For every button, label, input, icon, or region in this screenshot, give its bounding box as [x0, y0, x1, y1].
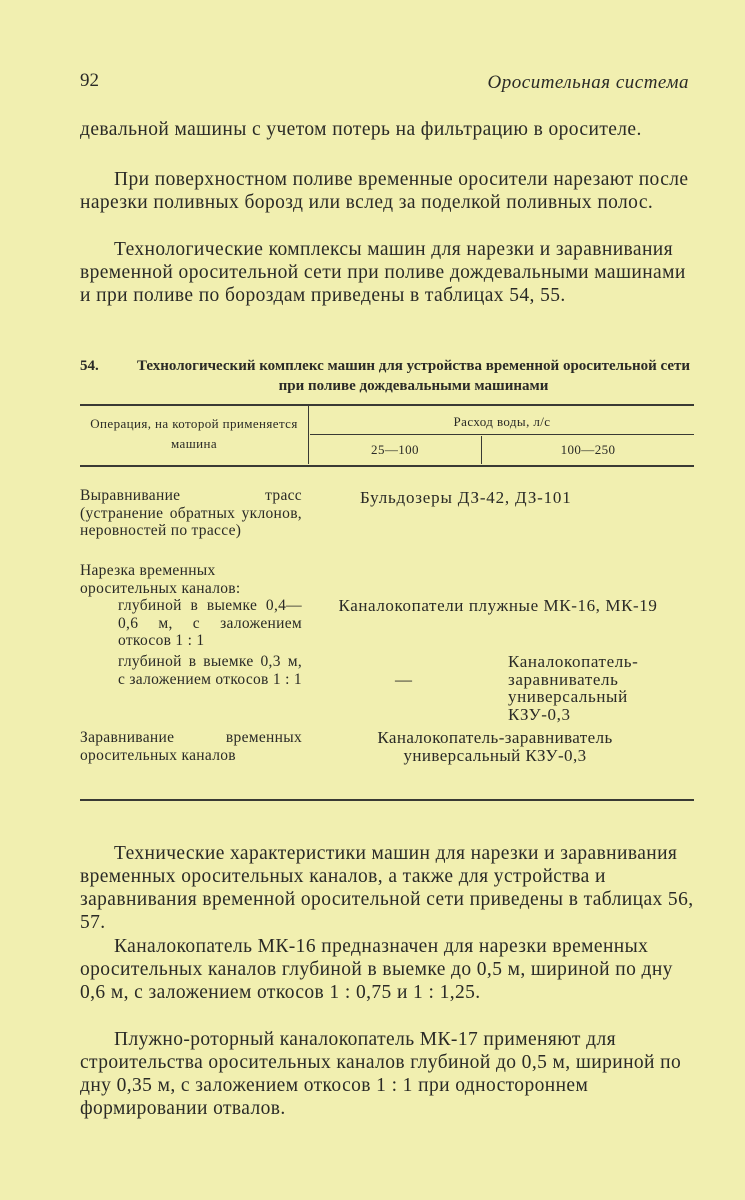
table-title: Технологический комплекс машин для устройства временной оросительной сети при поливе дождевальными машинами — [136, 358, 690, 394]
paragraph-tech-characteristics: Технические характеристики машин для нарезки и заравнивания временных оросительных каналов, а также для устройства и заравнивания временной оросительной сети приведены в таблицах 56, 57. — [80, 843, 694, 933]
header-subrule — [310, 434, 694, 435]
row-cutting-shallow-dash: — — [395, 670, 413, 689]
running-title: Оросительная система — [487, 72, 689, 93]
paragraph-surface-irrigation: При поверхностном поливе временные оросители нарезают после нарезки поливных борозд или вслед за поделкой поливных полос. — [80, 169, 689, 213]
row-filling-machine: Каналокопатель-заравниватель универсальный КЗУ-0,3 — [377, 728, 613, 765]
table-caption — [80, 356, 695, 396]
page-number: 92 — [80, 70, 99, 91]
paragraph-tech-complexes: Технологические комплексы машин для нарезки и заравнивания временной оросительной сети при поливе дождевальными машинами и при поливе по бороздам приведены в таблицах 54, 55. — [80, 239, 686, 306]
table-number: 54. — [80, 358, 99, 374]
row-cutting-operation: Нарезка временных оросительных каналов: — [80, 562, 241, 597]
table-top-rule — [80, 404, 694, 406]
row-cutting-shallow-machine: Каналокопатель-заравниватель универсальный КЗУ-0,3 — [508, 652, 639, 724]
row-cutting-deep-operation: глубиной в выемке 0,4—0,6 м, с заложением откосов 1 : 1 — [118, 597, 302, 649]
paragraph-mk16: Каналокопатель МК-16 предназначен для нарезки временных оросительных каналов глубиной в выемке до 0,5 м, шириной по дну 0,6 м, с заложением откосов 1 : 0,75 и 1 : 1,25. — [80, 936, 673, 1003]
paragraph-mk17: Плужно-роторный каналокопатель МК-17 применяют для строительства оросительных каналов глубиной до 0,5 м, шириной по дну 0,35 м, с заложением откосов 1 : 1 при одностороннем формировании отвалов. — [80, 1029, 682, 1119]
table-bottom-rule — [80, 799, 694, 801]
header-flow: Расход воды, л/с — [453, 414, 551, 429]
row-leveling-operation: Выравнивание трасс (устранение обратных уклонов, неровностей по трассе) — [80, 487, 302, 539]
row-cutting-shallow-operation: глубиной в выемке 0,3 м, с заложением откосов 1 : 1 — [118, 653, 302, 688]
header-bottom-rule — [80, 465, 694, 467]
header-flow-25-100: 25—100 — [371, 442, 419, 457]
row-cutting-deep-machine: Каналокопатели плужные МК-16, МК-19 — [338, 596, 658, 615]
row-filling-operation: Заравнивание временных оросительных каналов — [80, 729, 302, 764]
paragraph-continuation: девальной машины с учетом потерь на фильтрацию в оросителе. — [80, 119, 642, 140]
row-leveling-machine: Бульдозеры ДЗ-42, ДЗ-101 — [360, 488, 572, 507]
header-flow-100-250: 100—250 — [560, 442, 616, 457]
header-operation: Операция, на которой применяется машина — [90, 416, 298, 451]
